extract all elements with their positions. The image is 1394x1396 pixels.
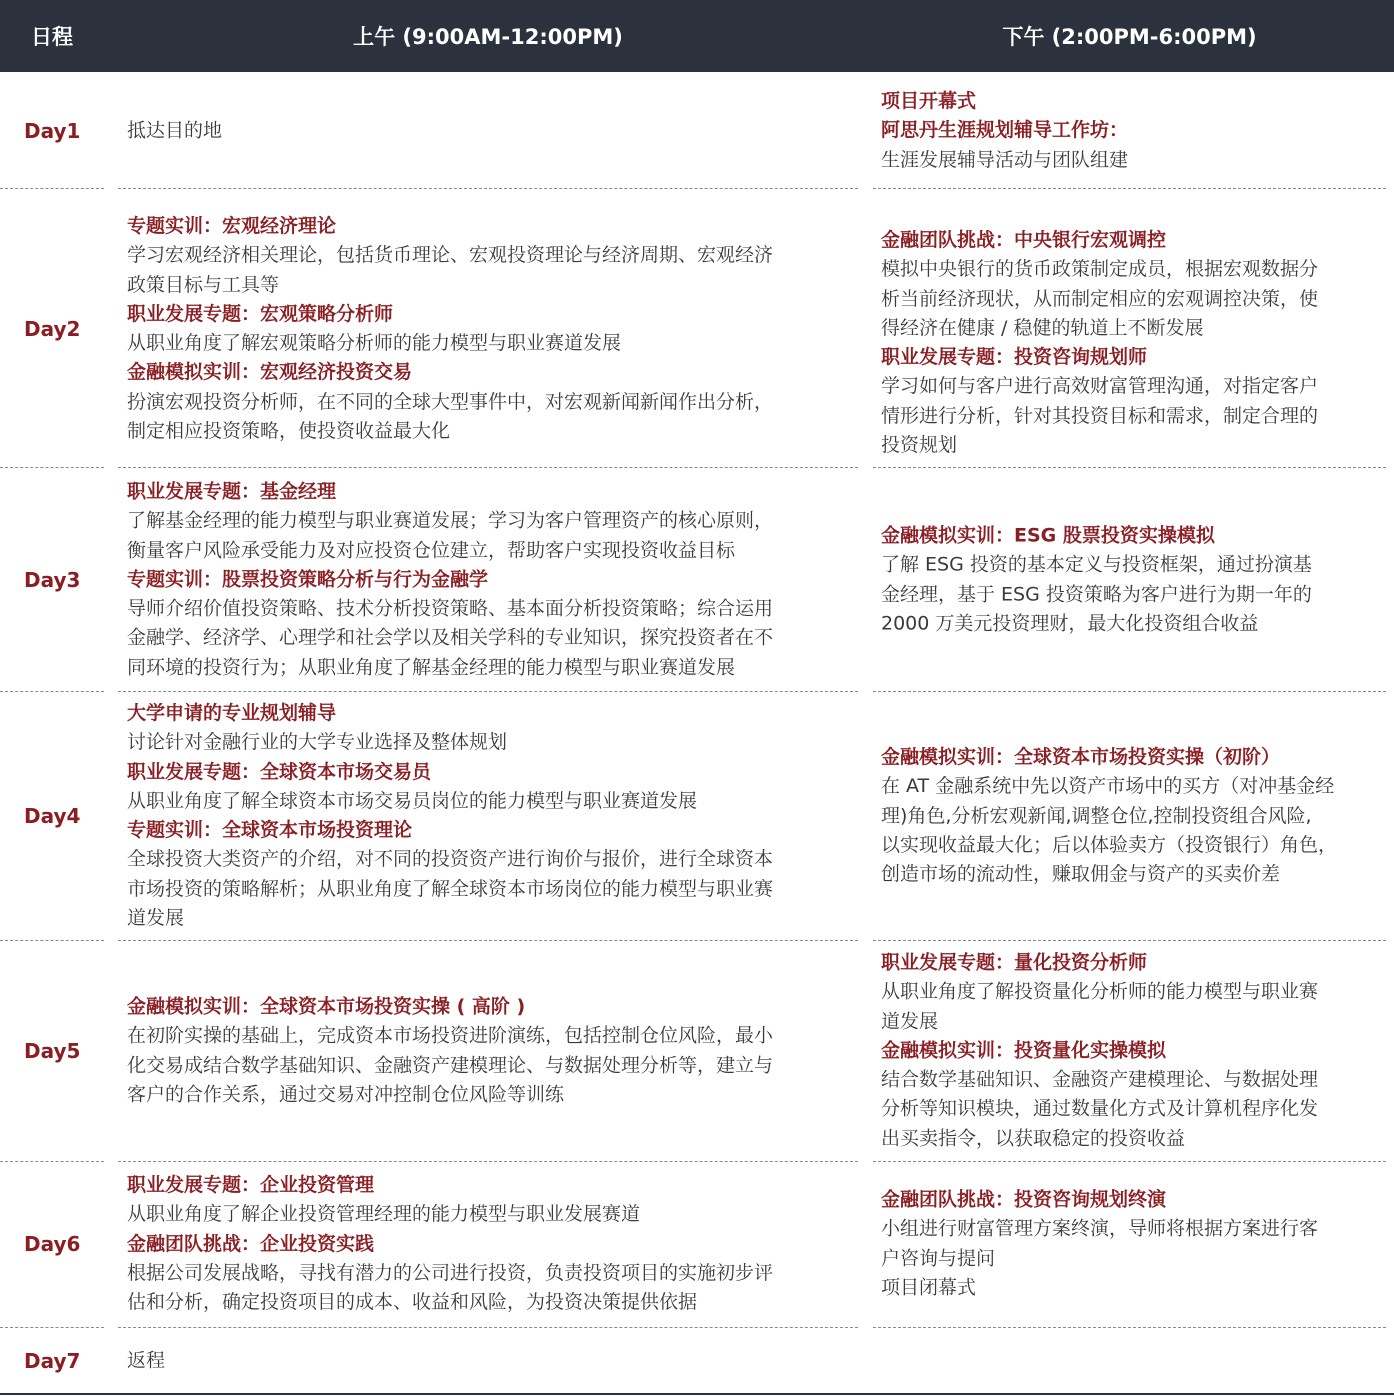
row-separator [0,691,104,692]
afternoon-session-cell [881,87,1377,175]
session-description: 政策目标与工具等 [127,273,280,296]
session-title: 职业发展专题：量化投资分析师 [881,951,1148,974]
session-description: 制定相应投资策略，使投资收益最大化 [127,419,451,442]
row-separator [0,1327,104,1328]
row-separator [873,467,1386,468]
row-separator [873,1327,1386,1328]
session-title: 金融模拟实训：ESG 股票投资实操模拟 [881,524,1215,547]
row-separator [118,467,858,468]
row-separator [0,1161,104,1162]
session-description: 理)角色,分析宏观新闻,调整仓位,控制投资组合风险, [881,804,1312,827]
session-description: 在初阶实操的基础上，完成资本市场投资进阶演练，包括控制仓位风险，最小 [127,1024,774,1047]
session-description: 全球投资大类资产的介绍，对不同的投资资产进行询价与报价，进行全球资本 [127,848,774,871]
session-description: 从职业角度了解投资量化分析师的能力模型与职业赛 [881,980,1319,1003]
table-bottom-border [0,1393,1394,1395]
session-description: 学习如何与客户进行高效财富管理沟通，对指定客户 [881,375,1319,398]
session-description: 同环境的投资行为；从职业角度了解基金经理的能力模型与职业赛道发展 [127,656,736,679]
session-title: 金融模拟实训：全球资本市场投资实操 ( 高阶 ) [127,995,526,1018]
day-label: Day4 [24,804,81,828]
session-description: 金经理，基于 ESG 投资策略为客户进行为期一年的 [881,583,1312,605]
schedule-header [0,0,1394,72]
session-title: 职业发展专题：宏观策略分析师 [127,302,394,325]
row-separator [873,188,1386,189]
session-description: 生涯发展辅导活动与团队组建 [881,148,1129,171]
row-separator [118,691,858,692]
session-description: 学习宏观经济相关理论，包括货币理论、宏观投资理论与经济周期、宏观经济 [127,244,774,267]
session-description: 导师介绍价值投资策略、技术分析投资策略、基本面分析投资策略；综合运用 [127,597,774,620]
day-label: Day6 [24,1232,81,1256]
session-description: 了解 ESG 投资的基本定义与投资框架，通过扮演基 [881,553,1312,576]
session-description: 道发展 [881,1010,939,1033]
row-separator [873,1161,1386,1162]
day-label: Day1 [24,119,81,143]
afternoon-session-cell [881,226,1377,460]
day-label: Day2 [24,317,81,341]
session-description: 从职业角度了解宏观策略分析师的能力模型与职业赛道发展 [127,332,622,354]
session-title: 专题实训：全球资本市场投资理论 [127,819,413,841]
day-label: Day7 [24,1349,81,1373]
session-description: 在 AT 金融系统中先以资产市场中的买方（对冲基金经 [881,775,1335,798]
session-title: 项目开幕式 [881,90,977,113]
row-separator [118,1327,858,1328]
session-title: 专题实训：股票投资策略分析与行为金融学 [127,568,489,591]
afternoon-session-cell [881,948,1377,1153]
afternoon-session-cell [881,743,1377,889]
session-title: 金融模拟实训：宏观经济投资交易 [127,361,413,384]
session-title: 职业发展专题：基金经理 [127,480,337,503]
session-description: 抵达目的地 [127,119,223,142]
morning-session-cell [127,477,843,682]
session-description: 户咨询与提问 [881,1247,996,1269]
session-title: 金融模拟实训：投资量化实操模拟 [881,1039,1167,1062]
row-separator [0,467,104,468]
session-description: 从职业角度了解企业投资管理经理的能力模型与职业发展赛道 [127,1203,641,1226]
session-description: 析当前经济现状，从而制定相应的宏观调控决策，使 [881,287,1319,310]
session-description: 得经济在健康 / 稳健的轨道上不断发展 [881,316,1204,339]
afternoon-session-cell [881,1185,1377,1302]
session-title: 职业发展专题：投资咨询规划师 [881,346,1148,368]
day-label: Day5 [24,1039,81,1063]
header-afternoon-column: 下午 (2:00PM-6:00PM) [1002,25,1257,49]
session-description: 投资规划 [881,433,958,456]
session-description: 出买卖指令，以获取稳定的投资收益 [881,1127,1186,1150]
row-separator [873,940,1386,941]
session-description: 客户的合作关系，通过交易对冲控制仓位风险等训练 [127,1083,565,1106]
morning-session-cell [127,1171,843,1317]
session-title: 职业发展专题：企业投资管理 [127,1173,375,1196]
session-description: 2000 万美元投资理财，最大化投资组合收益 [881,612,1259,635]
session-description: 分析等知识模块，通过数量化方式及计算机程序化发 [881,1097,1319,1120]
session-description: 返程 [127,1349,166,1372]
session-title: 金融模拟实训：全球资本市场投资实操（初阶） [881,745,1281,768]
session-title: 金融团队挑战：中央银行宏观调控 [881,228,1167,251]
session-description: 情形进行分析，针对其投资目标和需求，制定合理的 [881,404,1319,427]
row-separator [0,188,104,189]
session-description: 小组进行财富管理方案终演，导师将根据方案进行客 [881,1217,1319,1240]
session-description: 创造市场的流动性，赚取佣金与资产的买卖价差 [881,862,1281,885]
session-title: 金融团队挑战：投资咨询规划终演 [881,1188,1167,1211]
morning-session-cell [127,699,843,933]
session-description: 讨论针对金融行业的大学专业选择及整体规划 [127,731,508,754]
row-separator [0,940,104,941]
morning-session-cell [127,1346,843,1375]
session-description: 衡量客户风险承受能力及对应投资仓位建立，帮助客户实现投资收益目标 [127,539,736,562]
row-separator [118,188,858,189]
session-description: 化交易成结合数学基础知识、金融资产建模理论、与数据处理分析等，建立与 [127,1054,774,1076]
session-description: 结合数学基础知识、金融资产建模理论、与数据处理 [881,1068,1319,1091]
row-separator [118,1161,858,1162]
session-title: 职业发展专题：全球资本市场交易员 [127,760,432,783]
session-description: 从职业角度了解全球资本市场交易员岗位的能力模型与职业赛道发展 [127,789,698,812]
session-description: 以实现收益最大化；后以体验卖方（投资银行）角色， [881,833,1338,856]
session-description: 市场投资的策略解析；从职业角度了解全球资本市场岗位的能力模型与职业赛 [127,877,774,900]
session-description: 项目闭幕式 [881,1276,977,1299]
session-title: 专题实训：宏观经济理论 [127,214,337,237]
session-description: 估和分析，确定投资项目的成本、收益和风险，为投资决策提供依据 [127,1290,698,1313]
row-separator [118,940,858,941]
session-title: 大学申请的专业规划辅导 [127,701,337,724]
session-description: 金融学、经济学、心理学和社会学以及相关学科的专业知识，探究投资者在不 [127,626,774,649]
day-label: Day3 [24,568,81,592]
session-title: 金融团队挑战：企业投资实践 [127,1232,375,1255]
session-title: 阿思丹生涯规划辅导工作坊： [881,119,1129,142]
morning-session-cell [127,212,843,446]
morning-session-cell [127,116,843,145]
header-day-column: 日程 [31,25,73,49]
session-description: 道发展 [127,906,185,929]
session-description: 根据公司发展战略，寻找有潜力的公司进行投资，负责投资项目的实施初步评 [127,1261,774,1284]
row-separator [873,691,1386,692]
afternoon-session-cell [881,521,1377,638]
session-description: 了解基金经理的能力模型与职业赛道发展；学习为客户管理资产的核心原则， [127,509,774,532]
session-description: 扮演宏观投资分析师，在不同的全球大型事件中，对宏观新闻新闻作出分析， [127,390,774,413]
session-description: 模拟中央银行的货币政策制定成员，根据宏观数据分 [881,258,1319,281]
header-morning-column: 上午 (9:00AM-12:00PM) [353,25,623,49]
morning-session-cell [127,992,843,1109]
